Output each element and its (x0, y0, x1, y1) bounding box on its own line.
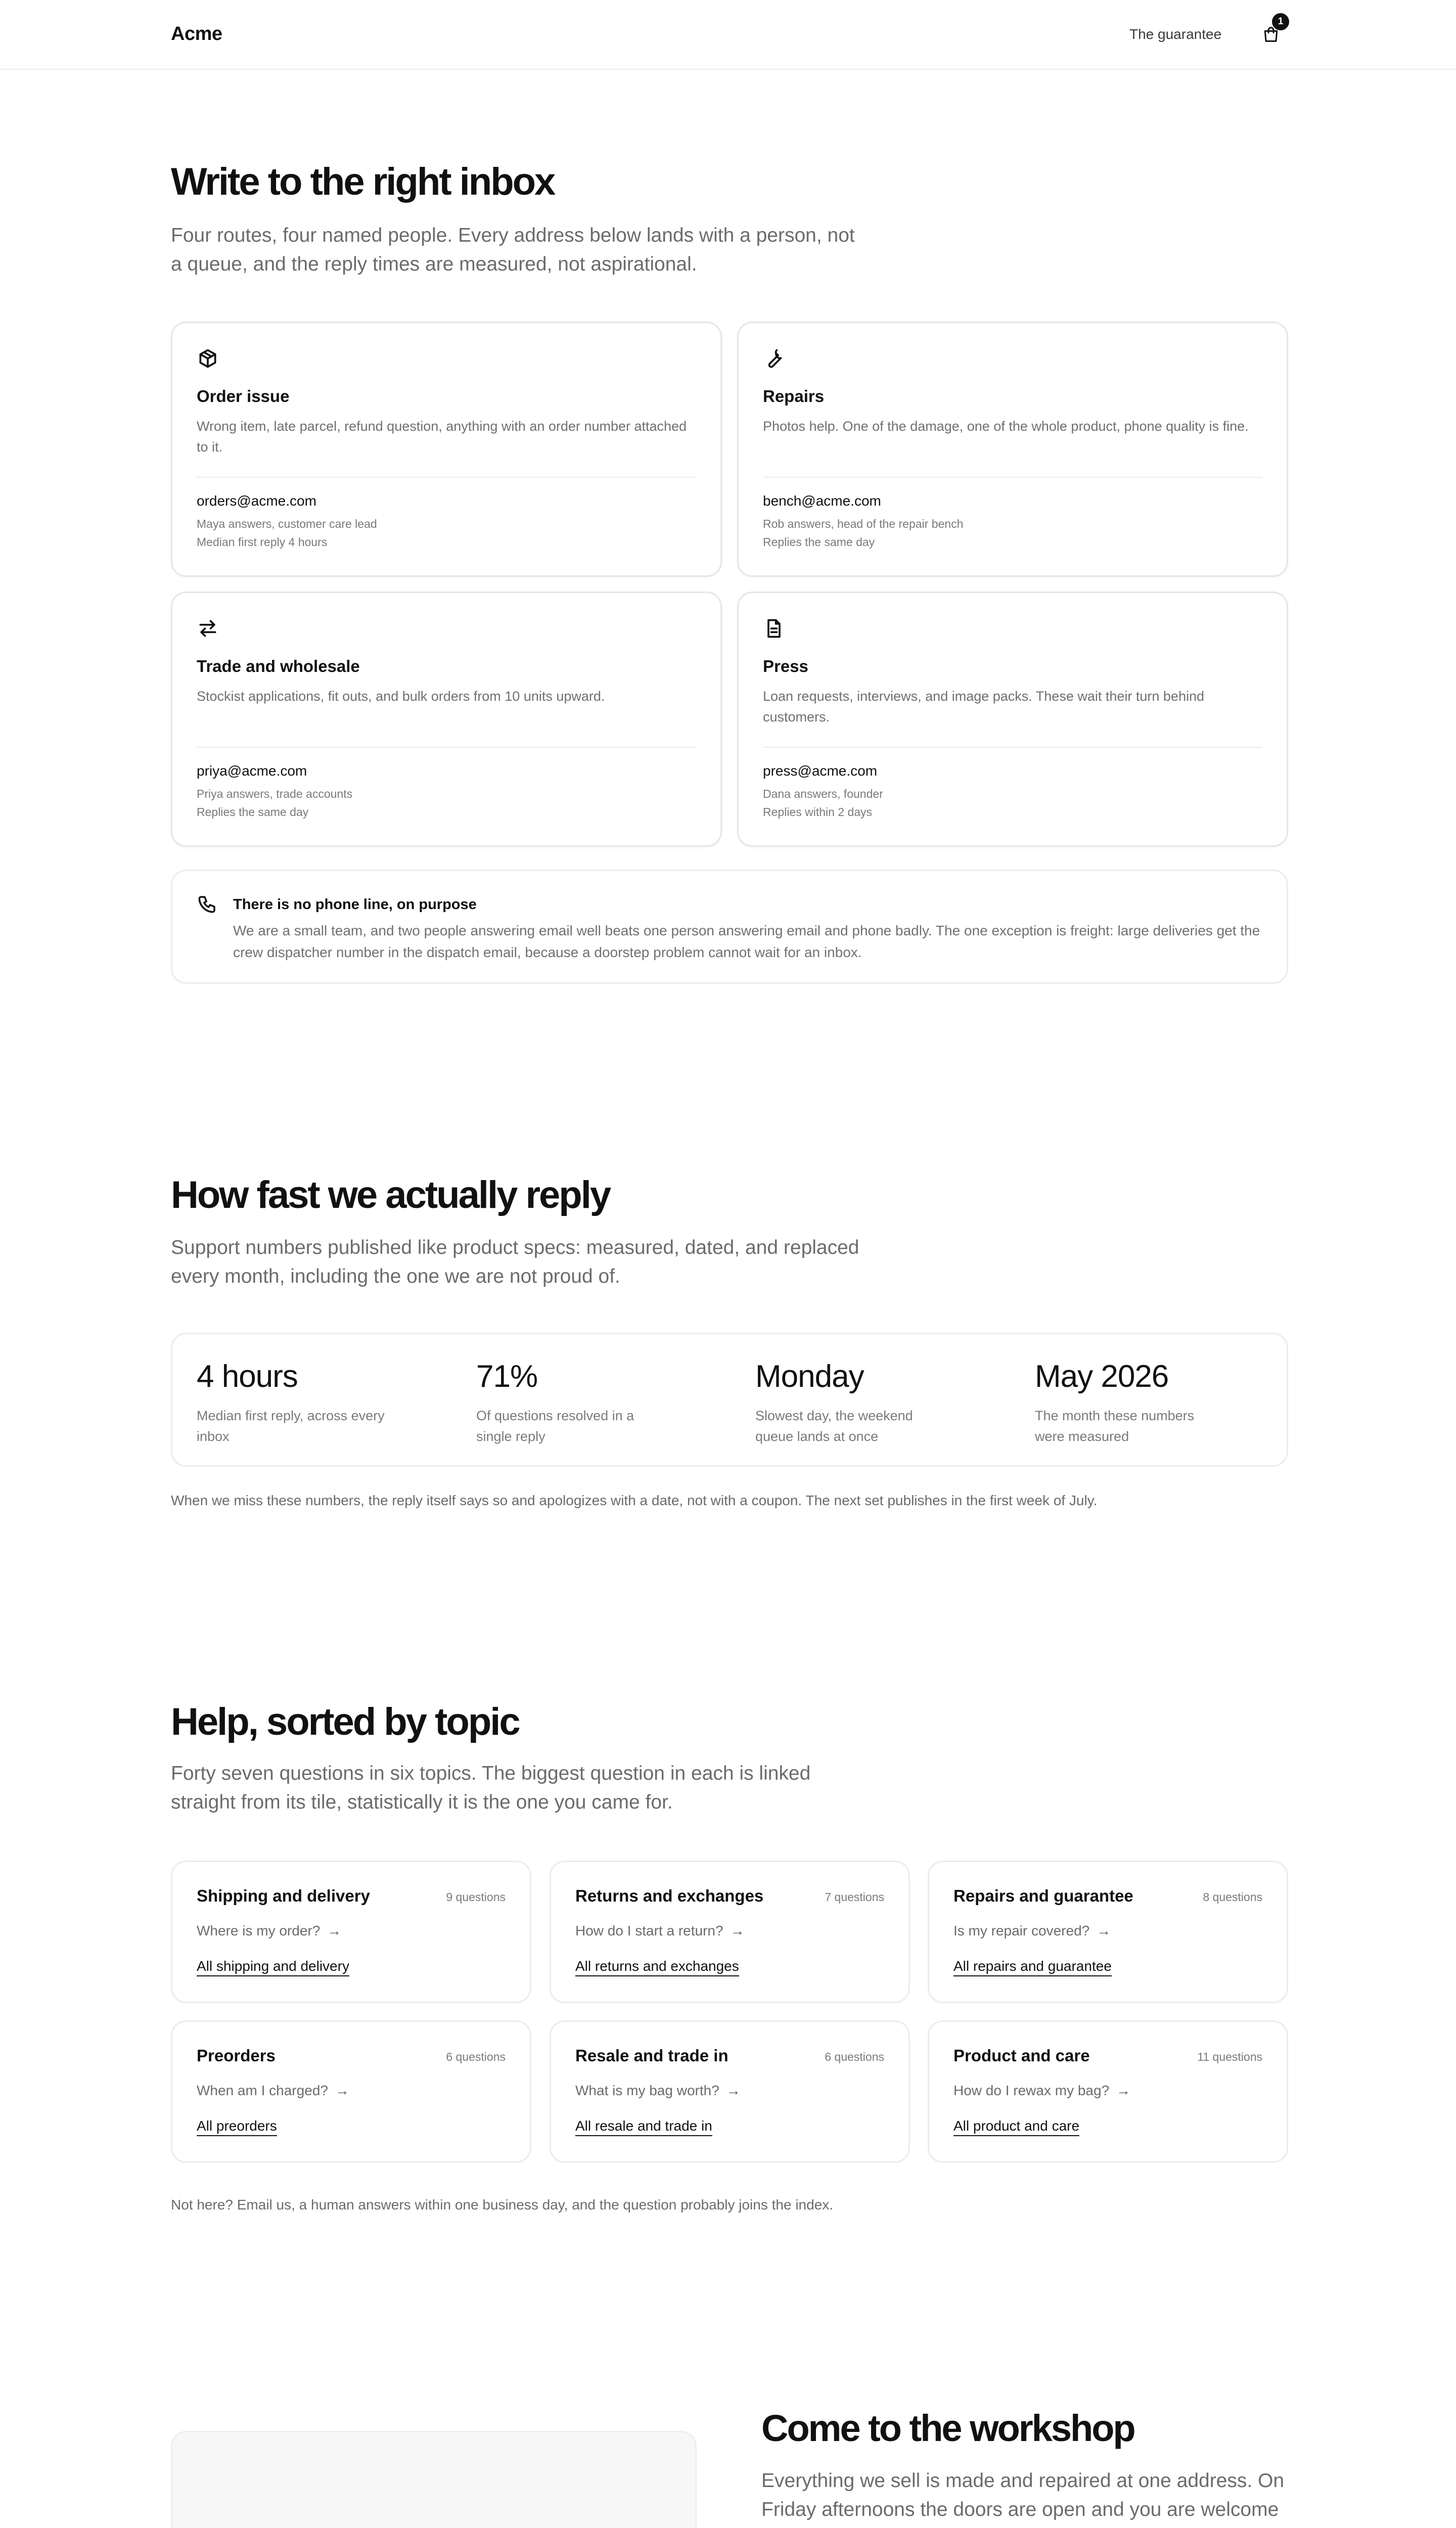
topic-title: Product and care (953, 2046, 1090, 2065)
topic-top-question-link[interactable]: Is my repair covered? → (953, 1923, 1111, 1938)
workshop-image-placeholder (171, 2431, 697, 2528)
topic-top-question-link[interactable]: What is my bag worth? → (575, 2083, 741, 2098)
site-logo[interactable]: Acme (171, 23, 222, 44)
notice-title: There is no phone line, on purpose (233, 896, 477, 913)
arrow-right-icon: → (726, 2083, 741, 2098)
topic-title: Shipping and delivery (197, 1886, 370, 1905)
inbox-card-description: Photos help. One of the damage, one of the whole product, phone quality is fine. (763, 419, 1249, 434)
workshop-details (761, 2407, 1287, 2528)
inbox-card-order-issue (171, 322, 722, 577)
inbox-reply-time: Median first reply 4 hours (197, 535, 328, 549)
topic-title: Returns and exchanges (575, 1886, 764, 1905)
inbox-person: Priya answers, trade accounts (197, 787, 353, 800)
cart-count-badge: 1 (1272, 13, 1289, 30)
stat-label: Slowest day, the weekend queue lands at once (755, 1408, 913, 1444)
arrows-swap-icon (197, 617, 219, 640)
topics-title: Help, sorted by topic (171, 1700, 519, 1743)
site-header (0, 0, 1456, 70)
topic-title: Preorders (197, 2046, 276, 2065)
nav-link-guarantee[interactable]: The guarantee (1129, 26, 1222, 42)
inbox-card-title: Order issue (197, 387, 290, 405)
topic-count: 7 questions (825, 1890, 884, 1904)
topic-tile-returns[interactable] (550, 1861, 910, 2003)
inbox-card-title: Trade and wholesale (197, 657, 360, 675)
arrow-right-icon: → (327, 1923, 342, 1938)
stat-median-reply (197, 1359, 409, 1447)
topic-count: 8 questions (1203, 1890, 1262, 1904)
stats-title: How fast we actually reply (171, 1173, 610, 1216)
stat-label: Median first reply, across every inbox (197, 1408, 385, 1444)
inbox-card-title: Repairs (763, 387, 825, 405)
stat-value: Monday (755, 1359, 864, 1394)
stat-slowest-day (755, 1359, 968, 1447)
topic-all-link[interactable]: All returns and exchanges (575, 1958, 739, 1976)
inbox-card-description: Stockist applications, fit outs, and bulk orders from 10 units upward. (197, 689, 605, 704)
arrow-right-icon: → (730, 1923, 745, 1938)
stat-resolved (476, 1359, 689, 1447)
notice-body: We are a small team, and two people answering email well beats one person answering email and phone badly. The one exception is freight: large deliveries get the crew dispatcher number in the dispatch email, because a doorstep problem cannot wait for an inbox. (233, 923, 1260, 961)
image-placeholder-graphic (172, 2432, 697, 2528)
topic-top-question-link[interactable]: When am I charged? → (197, 2083, 349, 2098)
stat-label: The month these numbers were measured (1035, 1408, 1195, 1444)
inbox-email-link[interactable]: priya@acme.com (197, 763, 307, 779)
stat-value: 4 hours (197, 1359, 298, 1394)
topic-count: 6 questions (825, 2050, 884, 2063)
topic-count: 9 questions (446, 1890, 506, 1904)
inbox-card-title: Press (763, 657, 808, 675)
topic-all-link[interactable]: All product and care (953, 2118, 1079, 2136)
divider (197, 477, 696, 478)
topic-count: 11 questions (1197, 2050, 1262, 2063)
divider (763, 747, 1262, 748)
topic-count: 6 questions (446, 2050, 506, 2063)
inbox-reply-time: Replies the same day (763, 535, 875, 549)
wrench-icon (763, 347, 785, 370)
stat-measured-month (1035, 1359, 1247, 1447)
inbox-person: Maya answers, customer care lead (197, 517, 377, 530)
topics-subtitle: Forty seven questions in six topics. The biggest question in each is linked straight from its tile, statistically it is the one you came for. (171, 1763, 811, 1813)
inbox-card-trade (171, 592, 722, 847)
workshop-subtitle: Everything we sell is made and repaired at one address. On Friday afternoons the doors are open and you are welcome (761, 2470, 1285, 2520)
inbox-email-link[interactable]: press@acme.com (763, 763, 878, 779)
stat-value: 71% (476, 1359, 538, 1394)
topic-tile-preorders[interactable] (171, 2020, 531, 2163)
stat-label: Of questions resolved in a single reply (476, 1408, 634, 1444)
topic-tile-repairs[interactable] (928, 1861, 1288, 2003)
arrow-right-icon: → (1097, 1923, 1111, 1938)
topic-all-link[interactable]: All resale and trade in (575, 2118, 712, 2136)
topic-tile-shipping[interactable] (171, 1861, 531, 2003)
topic-tile-product-care[interactable] (928, 2020, 1288, 2163)
stat-value: May 2026 (1035, 1359, 1169, 1394)
topic-top-question-link[interactable]: Where is my order? → (197, 1923, 342, 1938)
topic-all-link[interactable]: All preorders (197, 2118, 277, 2136)
inbox-person: Dana answers, founder (763, 787, 883, 800)
divider (197, 747, 696, 748)
topic-top-question-link[interactable]: How do I rewax my bag? → (953, 2083, 1131, 2098)
stats-note: When we miss these numbers, the reply itself says so and apologizes with a date, not with a coupon. The next set publishes in the first week of July. (171, 1493, 1098, 1508)
arrow-right-icon: → (1116, 2083, 1131, 2098)
divider (763, 477, 1262, 478)
topic-tile-resale[interactable] (550, 2020, 910, 2163)
topic-top-question-link[interactable]: How do I start a return? → (575, 1923, 745, 1938)
inbox-reply-time: Replies the same day (197, 805, 309, 819)
inbox-card-repairs (737, 322, 1288, 577)
inbox-email-link[interactable]: orders@acme.com (197, 493, 316, 509)
stats-panel (171, 1333, 1288, 1467)
contact-subtitle: Four routes, four named people. Every address below lands with a person, not a queue, and the reply times are measured, not aspirational. (171, 224, 855, 275)
topic-title: Resale and trade in (575, 2046, 729, 2065)
topic-all-link[interactable]: All repairs and guarantee (953, 1958, 1112, 1976)
inbox-email-link[interactable]: bench@acme.com (763, 493, 881, 509)
inbox-card-description: Wrong item, late parcel, refund question, anything with an order number attached to it. (197, 419, 687, 455)
inbox-card-press (737, 592, 1288, 847)
topics-note: Not here? Email us, a human answers within one business day, and the question probably joins the index. (171, 2197, 834, 2213)
inbox-card-description: Loan requests, interviews, and image packs. These wait their turn behind customers. (763, 689, 1204, 725)
box-icon (197, 347, 219, 370)
arrow-right-icon: → (335, 2083, 349, 2098)
document-icon (763, 617, 785, 640)
workshop-title: Come to the workshop (761, 2407, 1134, 2449)
topic-all-link[interactable]: All shipping and delivery (197, 1958, 349, 1976)
contact-title: Write to the right inbox (171, 160, 555, 203)
inbox-reply-time: Replies within 2 days (763, 805, 873, 819)
topic-title: Repairs and guarantee (953, 1886, 1133, 1905)
phone-icon (197, 893, 218, 915)
stats-subtitle: Support numbers published like product specs: measured, dated, and replaced every month, including the one we are not proud of. (171, 1237, 859, 1287)
inbox-person: Rob answers, head of the repair bench (763, 517, 964, 530)
no-phone-notice (171, 870, 1288, 984)
